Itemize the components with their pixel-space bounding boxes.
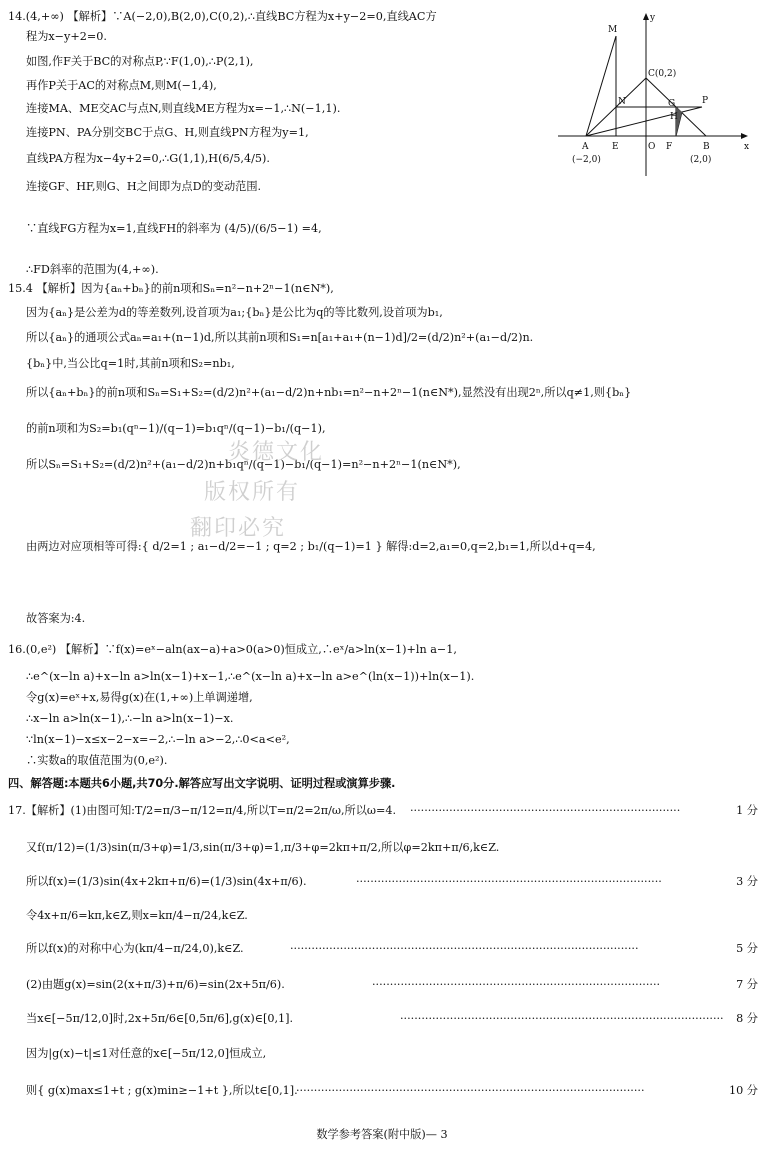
watermark-text: 版权所有 bbox=[204, 480, 301, 505]
watermark-text: 炎德文化 bbox=[228, 440, 325, 465]
score-mark: 7 分 bbox=[736, 978, 758, 991]
text-line: 17.【解析】(1)由图可知:T/2=π/3−π/12=π/4,所以T=π/2=2π/ω,所以ω=4. bbox=[8, 804, 397, 817]
fig-label: y bbox=[650, 13, 656, 23]
coordinate-figure bbox=[556, 6, 756, 184]
text-line: 所以f(x)=(1/3)sin(4x+2kπ+π/6)=(1/3)sin(4x+π/6). bbox=[26, 875, 307, 888]
text-line: 15.4 【解析】因为{aₙ+bₙ}的前n项和Sₙ=n²−n+2ⁿ−1(n∈N*), bbox=[8, 282, 334, 295]
fig-label: P bbox=[702, 96, 709, 106]
text-line: ∵ln(x−1)−x≤x−2−x=−2,∴−ln a>−2,∴0<a<e², bbox=[26, 733, 290, 746]
score-mark: 5 分 bbox=[736, 942, 758, 955]
fig-label: F bbox=[666, 142, 673, 152]
fig-label: (2,0) bbox=[690, 155, 712, 165]
text-line: 当x∈[−5π/12,0]时,2x+5π/6∈[0,5π/6],g(x)∈[0,1]. bbox=[26, 1012, 294, 1025]
section-heading: 四、解答题:本题共6小题,共70分.解答应写出文字说明、证明过程或演算步骤. bbox=[8, 777, 396, 790]
text-line: 连接GF、HF,则G、H之间即为点D的变动范围. bbox=[26, 180, 262, 193]
fig-label: G bbox=[668, 99, 676, 109]
text-line: 令4x+π/6=kπ,k∈Z,则x=kπ/4−π/24,k∈Z. bbox=[26, 909, 248, 922]
line-pa bbox=[586, 107, 702, 136]
dot-leader: ·································································································· bbox=[290, 942, 639, 955]
text-line: 所以{aₙ+bₙ}的前n项和Sₙ=S₁+S₂=(d/2)n²+(a₁−d/2)n+nb₁=n²−n+2ⁿ−1(n∈N*),显然没有出现2ⁿ,所以q≠1,则{bₙ} bbox=[26, 386, 632, 399]
text-line: 的前n项和为S₂=b₁(qⁿ−1)/(q−1)=b₁qⁿ/(q−1)−b₁/(q−1), bbox=[26, 422, 326, 435]
text-line: ∴e^(x−ln a)+x−ln a>ln(x−1)+x−1,∴e^(x−ln a)+x−ln a>e^(ln(x−1))+ln(x−1). bbox=[26, 670, 475, 683]
text-line: 再作P关于AC的对称点M,则M(−1,4), bbox=[26, 79, 217, 92]
text-line: 程为x−y+2=0. bbox=[26, 30, 107, 43]
score-mark: 1 分 bbox=[736, 804, 758, 817]
score-mark: 10 分 bbox=[729, 1084, 758, 1097]
fig-label: E bbox=[612, 142, 619, 152]
fig-label: H bbox=[670, 112, 678, 122]
text-line: 则{ g(x)max≤1+t ; g(x)min≥−1+t },所以t∈[0,1]. bbox=[26, 1084, 298, 1097]
score-mark: 8 分 bbox=[736, 1012, 758, 1025]
text-line: 所以f(x)的对称中心为(kπ/4−π/24,0),k∈Z. bbox=[26, 942, 244, 955]
fig-label: N bbox=[618, 97, 626, 107]
text-line: 由两边对应项相等可得:{ d/2=1 ; a₁−d/2=−1 ; q=2 ; b₁/(q−1)=1 } 解得:d=2,a₁=0,q=2,b₁=1,所以d+q=4, bbox=[26, 540, 596, 553]
score-mark: 3 分 bbox=[736, 875, 758, 888]
text-line: 所以{aₙ}的通项公式aₙ=a₁+(n−1)d,所以其前n项和S₁=n[a₁+a₁+(n−1)d]/2=(d/2)n²+(a₁−d/2)n. bbox=[26, 331, 534, 344]
text-line: 因为{aₙ}是公差为d的等差数列,设首项为a₁;{bₙ}是公比为q的等比数列,设首项为b₁, bbox=[26, 306, 443, 319]
fig-label: O bbox=[648, 142, 656, 152]
fig-label: x bbox=[744, 142, 750, 152]
page-footer: 数学参考答案(附中版)— 3 bbox=[316, 1128, 448, 1141]
fig-label: C(0,2) bbox=[648, 69, 677, 79]
watermark-text: 翻印必究 bbox=[190, 516, 287, 541]
y-axis-arrow bbox=[643, 13, 649, 20]
dot-leader: ··························································································· bbox=[400, 1012, 724, 1025]
fig-label: M bbox=[608, 25, 618, 35]
text-line: (2)由题g(x)=sin(2(x+π/3)+π/6)=sin(2x+5π/6). bbox=[26, 978, 285, 991]
text-line: {bₙ}中,当公比q=1时,其前n项和S₂=nb₁, bbox=[26, 357, 235, 370]
text-line: ∴x−ln a>ln(x−1),∴−ln a>ln(x−1)−x. bbox=[26, 712, 234, 725]
text-line: 连接MA、ME交AC与点N,则直线ME方程为x=−1,∴N(−1,1). bbox=[26, 102, 341, 115]
text-line: ∴FD斜率的范围为(4,+∞). bbox=[26, 263, 159, 276]
dot-leader: ······················································································ bbox=[356, 875, 662, 888]
text-line: 连接PN、PA分别交BC于点G、H,则直线PN方程为y=1, bbox=[26, 126, 309, 139]
dot-leader: ·································································································· bbox=[296, 1084, 645, 1097]
text-line: ∴实数a的取值范围为(0,e²). bbox=[26, 754, 168, 767]
dot-leader: ················································································· bbox=[372, 978, 661, 991]
text-line: ∵直线FG方程为x=1,直线FH的斜率为 (4/5)/(6/5−1) =4, bbox=[26, 222, 322, 235]
x-axis-arrow bbox=[741, 133, 748, 139]
text-line: 14.(4,+∞) 【解析】∵A(−2,0),B(2,0),C(0,2),∴直线BC方程为x+y−2=0,直线AC方 bbox=[8, 10, 437, 23]
text-line: 所以Sₙ=S₁+S₂=(d/2)n²+(a₁−d/2)n+b₁qⁿ/(q−1)−b₁/(q−1)=n²−n+2ⁿ−1(n∈N*), bbox=[26, 458, 461, 471]
text-line: 又f(π/12)=(1/3)sin(π/3+φ)=1/3,sin(π/3+φ)=1,π/3+φ=2kπ+π/2,所以φ=2kπ+π/6,k∈Z. bbox=[26, 841, 500, 854]
text-line: 故答案为:4. bbox=[26, 612, 86, 625]
fig-label: B bbox=[703, 142, 710, 152]
dot-leader: ············································································ bbox=[410, 804, 681, 817]
text-line: 令g(x)=eˣ+x,易得g(x)在(1,+∞)上单调递增, bbox=[26, 691, 253, 704]
text-line: 如图,作F关于BC的对称点P,∵F(1,0),∴P(2,1), bbox=[26, 55, 254, 68]
text-line: 因为|g(x)−t|≤1对任意的x∈[−5π/12,0]恒成立, bbox=[26, 1047, 267, 1060]
fig-label: A bbox=[582, 142, 589, 152]
text-line: 直线PA方程为x−4y+2=0,∴G(1,1),H(6/5,4/5). bbox=[26, 152, 270, 165]
fig-label: (−2,0) bbox=[572, 155, 601, 165]
text-line: 16.(0,e²) 【解析】∵f(x)=eˣ−aln(ax−a)+a>0(a>0)恒成立,∴eˣ/a>ln(x−1)+ln a−1, bbox=[8, 643, 457, 656]
